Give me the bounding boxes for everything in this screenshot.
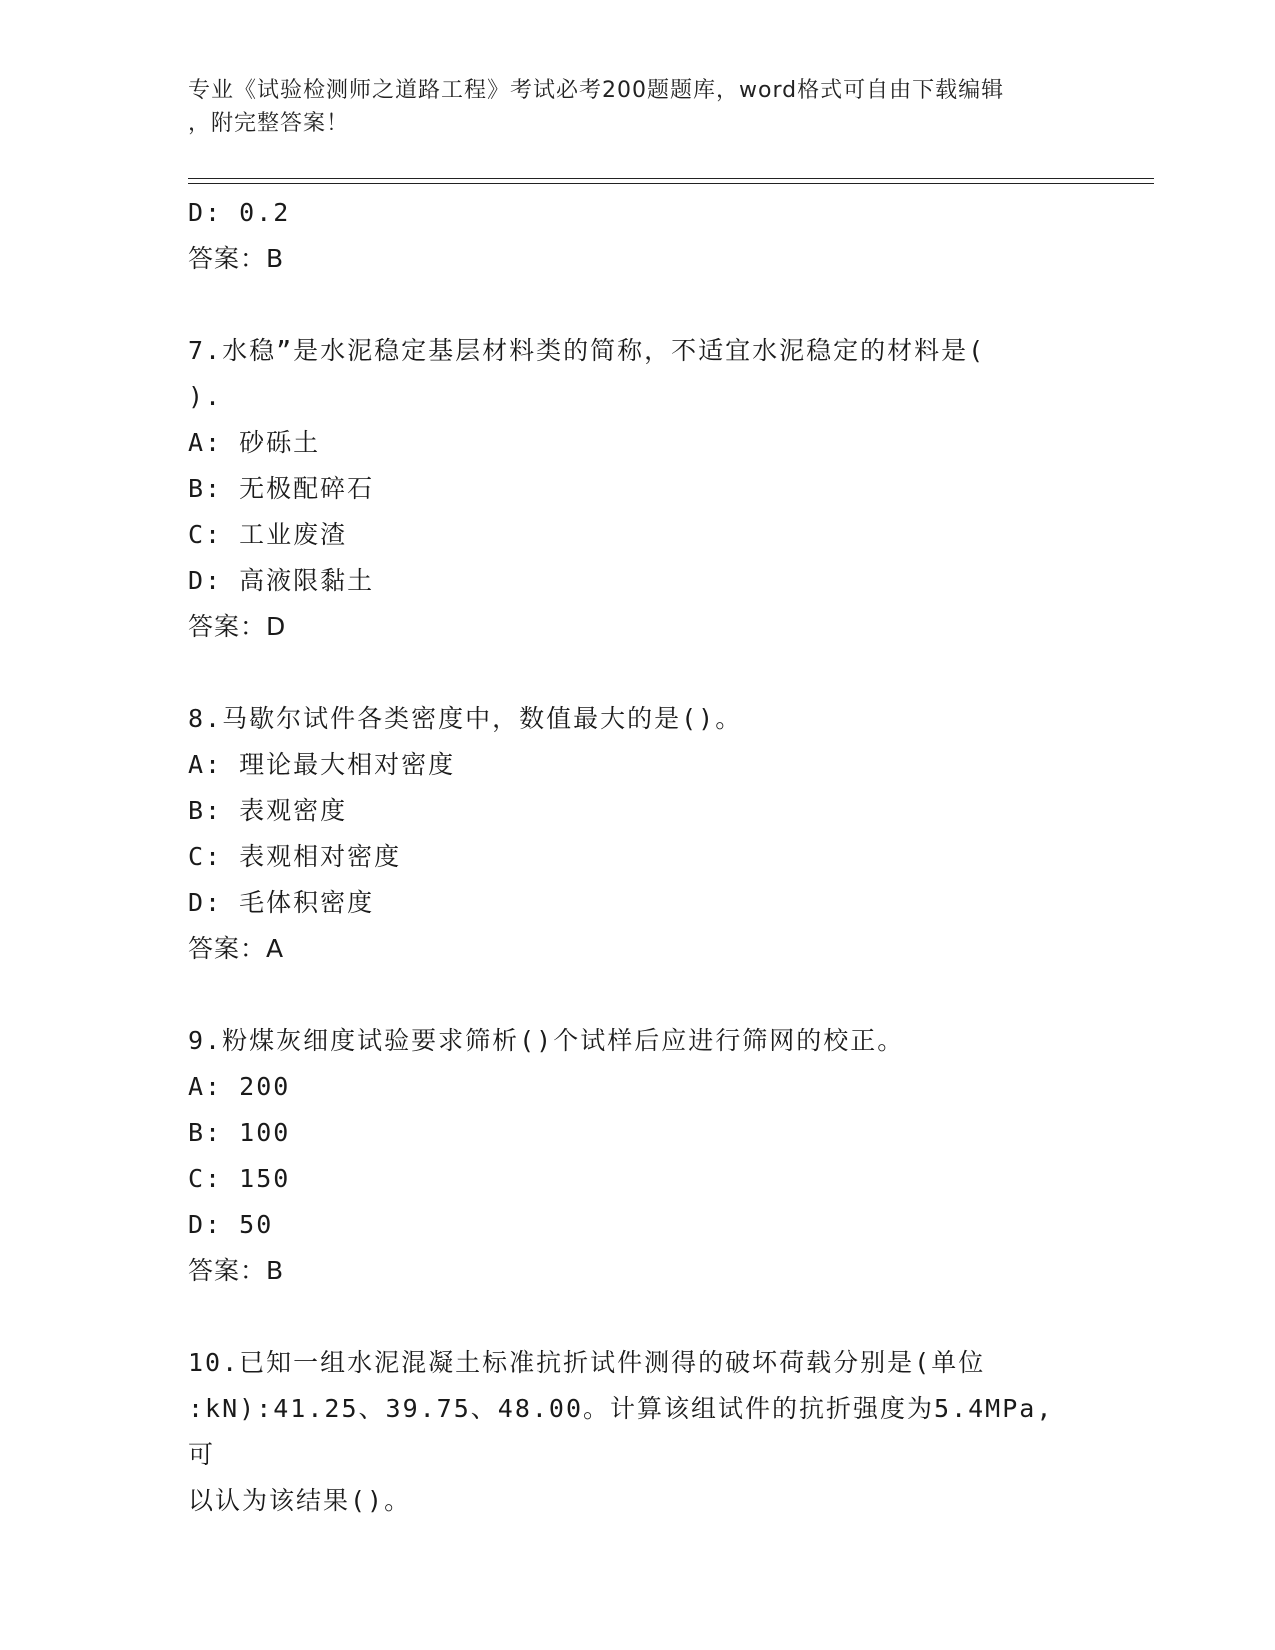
option-c: C: 工业废渣 xyxy=(188,520,348,549)
option-b: B: 无极配碎石 xyxy=(188,474,375,503)
option-a: A: 200 xyxy=(188,1072,291,1101)
option-d: D: 0.2 xyxy=(188,198,291,227)
header-title-line-2: ，附完整答案！ xyxy=(188,111,350,136)
spacer xyxy=(188,282,1068,328)
option-d: D: 50 xyxy=(188,1210,274,1239)
question-stem: 7.水稳”是水泥稳定基层材料类的简称，不适宜水泥稳定的材料是( xyxy=(188,336,986,365)
question-stem: 9.粉煤灰细度试验要求筛析()个试样后应进行筛网的校正。 xyxy=(188,1026,905,1055)
header-title-line-1: 专业《试验检测师之道路工程》考试必考200题题库，word格式可自由下载编辑 xyxy=(188,78,1005,103)
question-stem: 8.马歇尔试件各类密度中，数值最大的是()。 xyxy=(188,704,743,733)
header-divider-top xyxy=(188,178,1154,179)
answer: 答案：B xyxy=(188,244,285,273)
answer: 答案：D xyxy=(188,612,287,641)
spacer xyxy=(188,650,1068,696)
question-7 xyxy=(188,328,1068,650)
option-b: B: 表观密度 xyxy=(188,796,348,825)
option-d: D: 高液限黏土 xyxy=(188,566,375,595)
option-b: B: 100 xyxy=(188,1118,291,1147)
spacer xyxy=(188,1294,1068,1340)
document-body xyxy=(188,190,1068,1524)
question-9 xyxy=(188,1018,1068,1294)
answer: 答案：A xyxy=(188,934,285,963)
option-a: A: 理论最大相对密度 xyxy=(188,750,456,779)
document-header xyxy=(188,74,1068,140)
header-divider-bottom xyxy=(188,183,1154,184)
answer: 答案：B xyxy=(188,1256,285,1285)
question-stem-cont: ). xyxy=(188,382,223,411)
spacer xyxy=(188,972,1068,1018)
question-8 xyxy=(188,696,1068,972)
question-10 xyxy=(188,1340,1068,1524)
question-stem-cont: 以认为该结果()。 xyxy=(188,1486,412,1515)
question-stem-cont: :kN):41.25、39.75、48.00。计算该组试件的抗折强度为5.4MPa,可 xyxy=(188,1394,1054,1469)
option-d: D: 毛体积密度 xyxy=(188,888,375,917)
option-c: C: 表观相对密度 xyxy=(188,842,402,871)
option-c: C: 150 xyxy=(188,1164,291,1193)
option-a: A: 砂砾土 xyxy=(188,428,321,457)
question-stem: 10.已知一组水泥混凝土标准抗折试件测得的破坏荷载分别是(单位 xyxy=(188,1348,986,1377)
